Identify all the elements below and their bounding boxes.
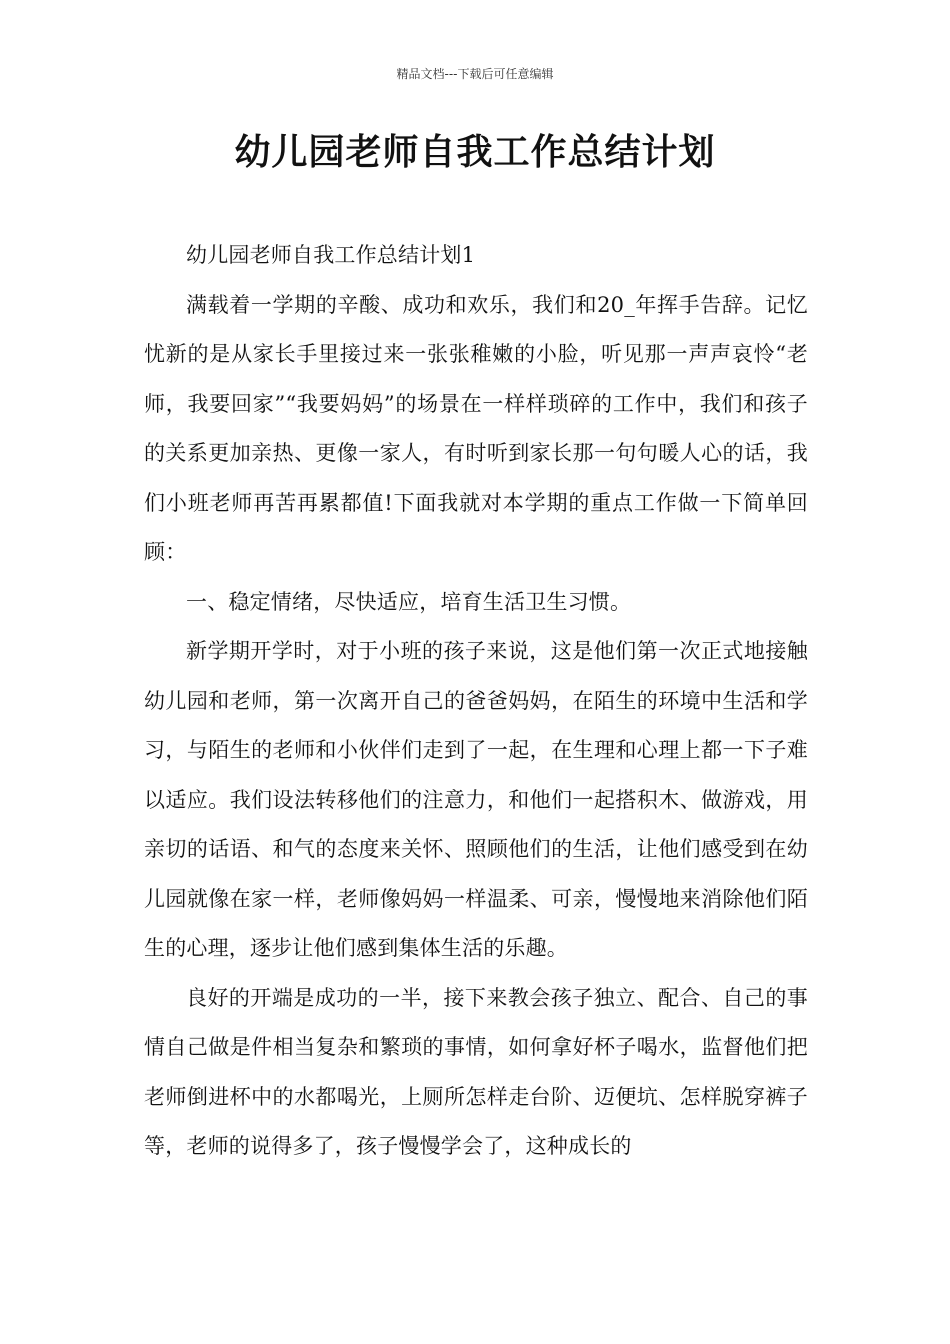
paragraph-habits: 良好的开端是成功的一半，接下来教会孩子独立、配合、自己的事情自己做是件相当复杂和繁琐的事情，如何拿好杯子喝水，监督他们把老师倒进杯中的水都喝光，上厕所怎样走台阶、迈便坑、怎样脱穿裤子等，老师的说得多了，孩子慢慢学会了，这种成长的: [144, 985, 808, 1158]
subsection-heading: 一、稳定情绪，尽快适应，培育生活卫生习惯。: [186, 589, 632, 614]
document-title: 幼儿园老师自我工作总结计划: [234, 132, 716, 173]
paragraph-intro: 满载着一学期的辛酸、成功和欢乐，我们和20_年挥手告辞。记忆忧新的是从家长手里接过来一张张稚嫩的小脸，听见那一声声哀怜“老师，我要回家”“我要妈妈”的场景在一样样琐碎的工作中，我们和孩子的关系更加亲热、更像一家人，有时听到家长那一句句暖人心的话，我们小班老师再苦再累都值!下面我就对本学期的重点工作做一下简单回顾：: [144, 292, 808, 564]
paragraph-adaptation: 新学期开学时，对于小班的孩子来说，这是他们第一次正式地接触幼儿园和老师，第一次离开自己的爸爸妈妈，在陌生的环境中生活和学习，与陌生的老师和小伙伴们走到了一起，在生理和心理上都一下子难以适应。我们设法转移他们的注意力，和他们一起搭积木、做游戏，用亲切的话语、和气的态度来关怀、照顾他们的生活，让他们感受到在幼儿园就像在家一样，老师像妈妈一样温柔、可亲，慢慢地来消除他们陌生的心理，逐步让他们感到集体生活的乐趣。: [144, 639, 808, 960]
section-heading: 幼儿园老师自我工作总结计划1: [186, 243, 476, 267]
document-body: [144, 231, 808, 1172]
header-note: 精品文档---下载后可任意编辑: [396, 67, 554, 81]
